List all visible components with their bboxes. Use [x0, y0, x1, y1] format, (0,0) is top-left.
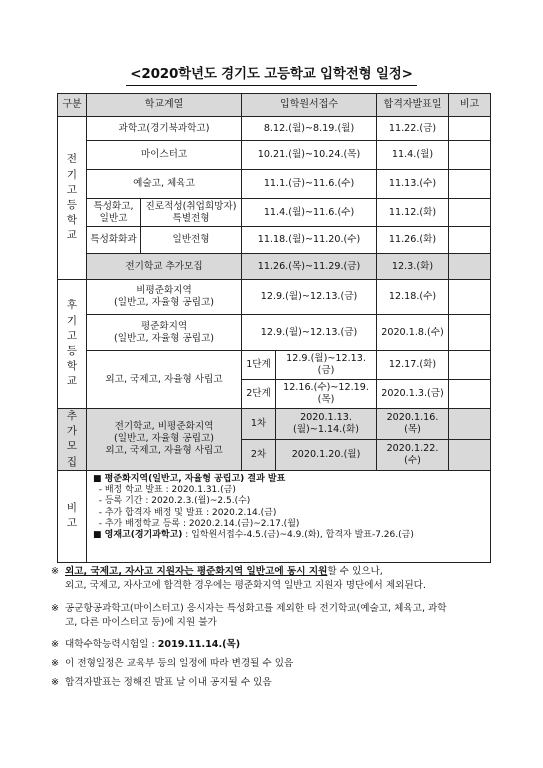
apply-cell: 11.1.(금)~11.6.(수)	[242, 170, 377, 199]
apply-cell: 11.26.(목)~11.29.(금)	[242, 254, 377, 280]
announce-cell: 11.26.(화)	[377, 227, 449, 254]
apply-cell: 10.21.(월)~10.24.(목)	[242, 141, 377, 170]
table-row	[58, 227, 491, 254]
footnote-bold: 2019.11.14.(목)	[157, 639, 241, 650]
remarks-line: ■ 평준화지역(일반고, 자율형 공립고) 결과 발표	[93, 473, 286, 484]
note-mark: ※	[51, 639, 60, 650]
footnote-text: 합격자발표는 정해진 발표 날 이내 공지될 수 있음	[65, 677, 272, 688]
late-category-cell	[58, 280, 87, 409]
remarks-label: 비고	[66, 502, 78, 530]
note-mark: ※	[51, 677, 60, 688]
announce-cell: 12.18.(수)	[377, 280, 449, 315]
page-title: <2020학년도 경기도 고등학교 입학전형 일정>	[0, 62, 543, 82]
announce-cell: 12.17.(화)	[377, 351, 449, 380]
announce-cell: 12.3.(화)	[377, 254, 449, 280]
remarks-cell	[449, 409, 491, 440]
header-category: 구분	[58, 94, 87, 117]
remarks-cell	[449, 199, 491, 227]
footnote-2	[51, 602, 496, 630]
remarks-cell	[449, 280, 491, 315]
footnote-5	[51, 676, 496, 690]
header-school-type: 학교계열	[87, 94, 242, 117]
school-cell: 비평준화지역 (일반고, 자율형 공립고)	[87, 280, 242, 315]
footnote-text: 이 전형일정은 교육부 등의 일정에 따라 변경될 수 있음	[65, 658, 294, 669]
subtype-cell: 진로적성(취업희망자) 특별전형	[141, 199, 242, 227]
remarks-cell	[449, 141, 491, 170]
footnote-bold: 외고, 국제고, 자사고 지원자는 평준화지역 일반고에 동시 지원	[65, 566, 328, 577]
table-row	[58, 351, 491, 380]
table-row	[58, 117, 491, 141]
extra-category-cell	[58, 409, 87, 471]
table-row	[58, 280, 491, 315]
remarks-notes	[87, 470, 491, 562]
footnote-1	[51, 565, 496, 593]
apply-cell: 12.9.(월)~12.13.(금)	[276, 351, 377, 380]
remarks-cell	[449, 170, 491, 199]
early-category-cell	[58, 117, 87, 280]
remarks-cell	[449, 351, 491, 380]
footnote-text: 외고, 국제고, 자사고에 합격한 경우에는 평준화지역 일반고 지원자 명단에서 제외된다.	[65, 579, 426, 591]
announce-cell: 11.13.(수)	[377, 170, 449, 199]
apply-cell: 2020.1.20.(월)	[276, 439, 377, 470]
school-cell: 특성화고, 일반고	[87, 199, 141, 227]
apply-cell: 12.9.(월)~12.13.(금)	[242, 315, 377, 351]
school-cell: 과학고(경기북과학고)	[87, 117, 242, 141]
footnote-4	[51, 657, 496, 671]
footnote-text: 공군항공과학고(마이스터고) 응시자는 특성화고를 제외한 타 전기학교(예술고, 체육고, 과학	[65, 603, 447, 614]
remarks-cell	[449, 380, 491, 409]
remarks-line: - 배정 학교 발표 : 2020.1.31.(금)	[93, 485, 236, 496]
round-cell: 1차	[242, 409, 276, 440]
early-label: 전기고등학교	[66, 153, 78, 242]
apply-cell: 11.4.(월)~11.6.(수)	[242, 199, 377, 227]
school-cell: 예술고, 체육고	[87, 170, 242, 199]
school-cell: 마이스터고	[87, 141, 242, 170]
table-row	[58, 170, 491, 199]
footnote-text: 고, 다른 마이스터고 등)에 지원 불가	[65, 616, 217, 628]
school-cell: 전기학교, 비평준화지역 (일반고, 자율형 공립고) 외고, 국제고, 자율형 사립고	[87, 409, 242, 471]
table-row	[58, 199, 491, 227]
announce-cell: 2020.1.3.(금)	[377, 380, 449, 409]
school-cell: 특성화화과	[87, 227, 141, 254]
apply-cell: 11.18.(월)~11.20.(수)	[242, 227, 377, 254]
remarks-row	[58, 470, 491, 562]
announce-cell: 2020.1.16.(목)	[377, 409, 449, 440]
remarks-bold: ■ 영재고(경기과학고)	[93, 530, 183, 541]
footnote-3	[51, 638, 496, 652]
announce-cell: 11.12.(화)	[377, 199, 449, 227]
remarks-cell	[449, 117, 491, 141]
note-mark: ※	[51, 566, 60, 577]
school-cell: 평준화지역 (일반고, 자율형 공립고)	[87, 315, 242, 351]
late-label: 후기고등학교	[66, 299, 78, 388]
table-row	[58, 254, 491, 280]
note-mark: ※	[51, 603, 60, 614]
stage-cell: 2단계	[242, 380, 276, 409]
round-cell: 2차	[242, 439, 276, 470]
announce-cell: 11.4.(월)	[377, 141, 449, 170]
school-cell: 외고, 국제고, 자율형 사립고	[87, 351, 242, 409]
table-row	[58, 141, 491, 170]
header-announcement: 합격자발표일	[377, 94, 449, 117]
remarks-cell	[449, 315, 491, 351]
apply-cell: 12.16.(수)~12.19.(목)	[276, 380, 377, 409]
remarks-line: - 추가 배정학교 등록 : 2020.2.14.(금)~2.17.(월)	[93, 518, 300, 529]
footnote-text: 할 수 있으나,	[327, 566, 383, 577]
remarks-cell	[449, 254, 491, 280]
subtype-cell: 일반전형	[141, 227, 242, 254]
remarks-cell	[449, 227, 491, 254]
schedule-table	[57, 93, 491, 563]
school-cell: 전기학교 추가모집	[87, 254, 242, 280]
apply-cell: 2020.1.13.(월)~1.14.(화)	[276, 409, 377, 440]
table-row	[58, 409, 491, 440]
remarks-cell	[449, 439, 491, 470]
header-application: 입학원서접수	[242, 94, 377, 117]
stage-cell: 1단계	[242, 351, 276, 380]
table-header-row	[58, 94, 491, 117]
announce-cell: 11.22.(금)	[377, 117, 449, 141]
remarks-line: - 추가 합격자 배정 및 발표 : 2020.2.14.(금)	[93, 507, 277, 518]
apply-cell: 12.9.(월)~12.13.(금)	[242, 280, 377, 315]
announce-cell: 2020.1.8.(수)	[377, 315, 449, 351]
remarks-category-cell	[58, 470, 87, 562]
remarks-line: - 등록 기간 : 2020.2.3.(월)~2.5.(수)	[93, 496, 251, 507]
extra-label: 추가모집	[66, 410, 78, 468]
note-mark: ※	[51, 658, 60, 669]
footnote-text: 대학수학능력시험일 :	[65, 639, 158, 650]
announce-cell: 2020.1.22.(수)	[377, 439, 449, 470]
apply-cell: 8.12.(월)~8.19.(월)	[242, 117, 377, 141]
table-row	[58, 315, 491, 351]
remarks-rest: : 입학원서접수-4.5.(금)~4.9.(화), 합격자 발표-7.26.(금)	[182, 530, 414, 541]
header-remarks: 비고	[449, 94, 491, 117]
remarks-line	[93, 530, 484, 541]
